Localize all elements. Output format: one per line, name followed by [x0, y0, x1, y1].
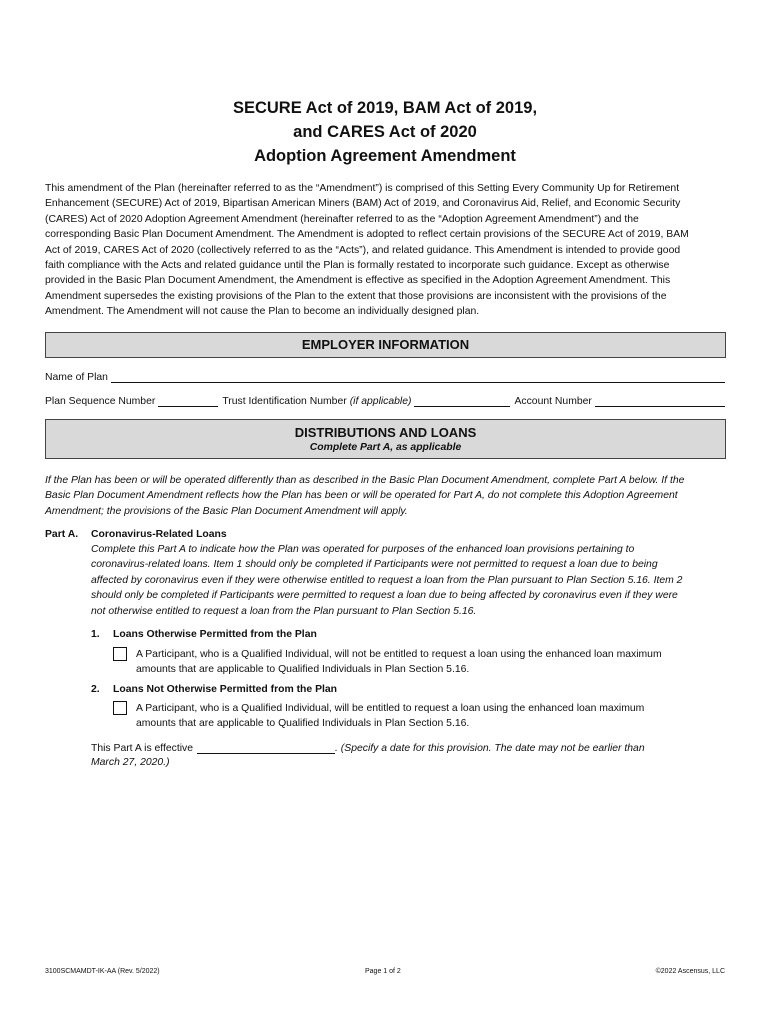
intro-line: (CARES) Act of 2020 Adoption Agreement Amendment (hereinafter referred to as the “Adoption Agreement Amendment”) and the	[45, 213, 639, 225]
intro-line: faith compliance with the Acts and related guidance until the Plan is formally restated to incorporate such guidance. Except as otherwise	[45, 260, 670, 272]
intro-line: This amendment of the Plan (hereinafter referred to as the “Amendment”) is comprised of this Setting Every Community Up for Retirement	[45, 183, 680, 194]
item-2-checkbox[interactable]	[113, 701, 127, 715]
item-1-text	[136, 647, 662, 678]
name-of-plan-field[interactable]	[111, 371, 725, 383]
item-1-text-line: A Participant, who is a Qualified Individual, will not be entitled to request a loan using the enhanced loan maximum	[136, 649, 662, 660]
item-2-text-line: A Participant, who is a Qualified Individual, will be entitled to request a loan using the enhanced loan maximum	[136, 703, 645, 714]
item-2-text	[136, 701, 644, 732]
distributions-and-loans-subheading: Complete Part A, as applicable	[309, 442, 462, 453]
part-a-description	[91, 542, 727, 619]
instruction-line: If the Plan has been or will be operated differently than as described in the Basic Plan Document Amendment, complete Part A below. If the	[45, 475, 685, 486]
part-a-label: Part A.	[45, 529, 79, 540]
account-number-label: Account Number	[514, 396, 592, 407]
trust-identification-note: (if applicable)	[349, 396, 412, 407]
item-1-title: Loans Otherwise Permitted from the Plan	[113, 629, 317, 640]
name-of-plan-label: Name of Plan	[45, 372, 108, 383]
intro-line: Act of 2019, CARES Act of 2020 (collectively referred to as the “Acts”), and related guidance. This Amendment is intended to provide good	[45, 244, 681, 256]
plan-identifiers-row	[45, 393, 725, 407]
distributions-and-loans-header	[45, 419, 726, 459]
instruction-line: Amendment; the provisions of the Basic Plan Document Amendment will apply.	[45, 505, 408, 517]
item-1-text-line: amounts that are applicable to Qualified Individuals in Plan Section 5.16.	[136, 664, 470, 676]
intro-paragraph	[45, 181, 727, 320]
footer-page-number: Page 1 of 2	[365, 968, 401, 975]
title-line-1: SECURE Act of 2019, BAM Act of 2019,	[232, 99, 538, 117]
part-a-description-line: Complete this Part A to indicate how the Plan was operated for purposes of the enhanced loan provisions pertaining to	[91, 544, 635, 555]
part-a-description-line: should only be completed if Participants were permitted to request a loan due to being affected by coronavirus even if they were	[91, 590, 678, 602]
part-a-description-line: affected by coronavirus even if they were otherwise entitled to request a loan from the Plan pursuant to Plan Section 5.16. Item 2	[91, 574, 683, 586]
part-a-description-line: coronavirus-related loans. Item 1 should only be completed if Participants were not permitted to request a loan due to being	[91, 559, 658, 571]
effective-date-field[interactable]	[197, 742, 335, 754]
intro-line: Enhancement (SECURE) Act of 2019, Bipartisan American Miners (BAM) Act of 2019, and Coronavirus Aid, Relief, and Economic Security	[45, 198, 681, 210]
intro-line: Amendment supersedes the existing provisions of the Plan to the extent that those provisions are inconsistent with the provisions of the	[45, 290, 667, 302]
distributions-and-loans-heading: DISTRIBUTIONS AND LOANS	[294, 425, 477, 440]
trust-identification-number-field[interactable]	[414, 395, 510, 407]
item-2-title: Loans Not Otherwise Permitted from the Plan	[113, 684, 338, 695]
intro-line: Amendment. The Amendment will not cause the Plan to become an individually designed plan.	[45, 306, 480, 318]
effective-date-note-continued: March 27, 2020.)	[91, 757, 170, 768]
employer-information-heading: EMPLOYER INFORMATION	[301, 337, 470, 352]
intro-line: provided in the Basic Plan Document Amendment, the Amendment is effective as specified in the Adoption Agreement Amendment. This	[45, 275, 671, 287]
part-a-title: Coronavirus-Related Loans	[91, 529, 227, 540]
account-number-field[interactable]	[595, 395, 725, 407]
plan-sequence-number-field[interactable]	[158, 395, 218, 407]
effective-date-note: . (Specify a date for this provision. The date may not be earlier than	[335, 743, 645, 754]
effective-date-row	[91, 740, 727, 754]
instruction-paragraph	[45, 473, 727, 519]
effective-date-label: This Part A is effective	[91, 743, 194, 754]
intro-line: corresponding Basic Plan Document Amendment. The Amendment is adopted to reflect certain provisions of the SECURE Act of 2019, BAM	[45, 229, 689, 241]
employer-information-header	[45, 332, 726, 358]
footer-copyright: ©2022 Ascensus, LLC	[655, 968, 725, 975]
item-2-text-line: amounts that are applicable to Qualified Individuals in Plan Section 5.16.	[136, 718, 470, 730]
item-1-number: 1.	[91, 629, 100, 640]
part-a-description-line: not otherwise entitled to request a loan from the Plan pursuant to Plan Section 5.16.	[91, 605, 477, 617]
trust-identification-number-label: Trust Identification Number	[222, 396, 347, 407]
footer-form-id: 3100SCMAMDT-IK-AA (Rev. 5/2022)	[45, 968, 160, 975]
title-line-2: and CARES Act of 2020	[293, 123, 477, 141]
instruction-line: Basic Plan Document Amendment reflects how the Plan has been or will be operated for Part A, do not complete this Adoption Agreement	[45, 490, 678, 502]
item-1-checkbox[interactable]	[113, 647, 127, 661]
title-line-3: Adoption Agreement Amendment	[254, 147, 516, 165]
item-2-number: 2.	[91, 684, 100, 695]
plan-sequence-number-label: Plan Sequence Number	[45, 396, 156, 407]
name-of-plan-row	[45, 369, 725, 383]
